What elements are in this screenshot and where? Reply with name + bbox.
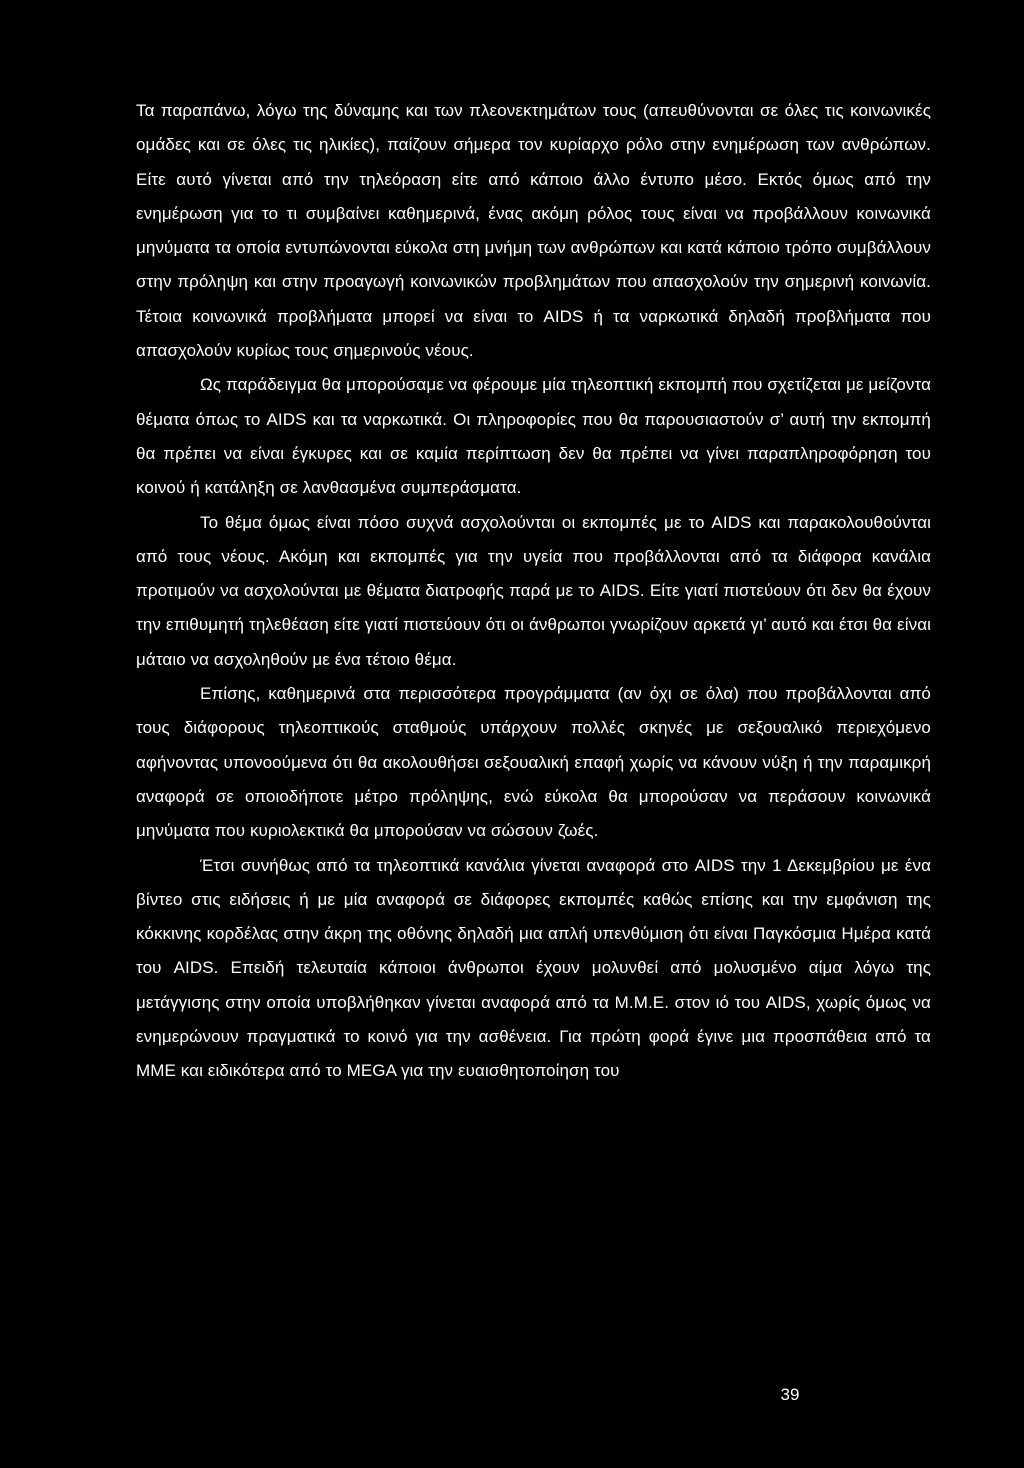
page-number: 39 — [780, 1385, 800, 1404]
paragraph-1: Τα παραπάνω, λόγω της δύναμης και των πλεονεκτημάτων τους (απευθύνονται σε όλες τις κοινωνικές ομάδες και σε όλες τις ηλικίες), παίζουν σήμερα τον κυρίαρχο ρόλο στην ενημέρωση των ανθρώπων. Είτε αυτό γίνεται από την τηλεόραση είτε από κάποιο άλλο έντυπο μέσο. Εκτός όμως από την ενημέρωση για το τι συμβαίνει καθημερινά, ένας ακόμη ρόλος τους είναι να προβάλλουν κοινωνικά μηνύματα τα οποία εντυπώνονται εύκολα στη μνήμη των ανθρώπων και κατά κάποιο τρόπο συμβάλλουν στην πρόληψη και στην προαγωγή κοινωνικών προβλημάτων που απασχολούν την σημερινή κοινωνία. Τέτοια κοινωνικά προβλήματα μπορεί να είναι το AIDS ή τα ναρκωτικά δηλαδή προβλήματα που απασχολούν κυρίως τους σημερινούς νέους. — [136, 101, 931, 361]
paragraph-4: Επίσης, καθημερινά στα περισσότερα προγράμματα (αν όχι σε όλα) που προβάλλονται από τους διάφορους τηλεοπτικούς σταθμούς υπάρχουν πολλές σκηνές με σεξουαλικό περιεχόμενο αφήνοντας υπονοούμενα ότι θα ακολουθήσει σεξουαλική επαφή χωρίς να κάνουν νύξη ή την παραμικρή αναφορά σε οποιοδήποτε μέτρο πρόληψης, ενώ εύκολα θα μπορούσαν να περάσουν κοινωνικά μηνύματα που κυριολεκτικά θα μπορούσαν να σώσουν ζωές. — [136, 684, 931, 841]
paragraph-2: Ως παράδειγμα θα μπορούσαμε να φέρουμε μία τηλεοπτική εκπομπή που σχετίζεται με μείζοντα θέματα όπως το AIDS και τα ναρκωτικά. Οι πληροφορίες που θα παρουσιαστούν σ’ αυτή την εκπομπή θα πρέπει να είναι έγκυρες και σε καμία περίπτωση δεν θα πρέπει να γίνει παραπληροφόρηση του κοινού ή κατάληξη σε λανθασμένα συμπεράσματα. — [136, 375, 931, 498]
paragraph-3: Το θέμα όμως είναι πόσο συχνά ασχολούνται οι εκπομπές με το AIDS και παρακολουθούνται από τους νέους. Ακόμη και εκπομπές για την υγεία που προβάλλονται από τα διάφορα κανάλια προτιμούν να ασχολούνται με θέματα διατροφής παρά με το AIDS. Είτε γιατί πιστεύουν ότι δεν θα έχουν την επιθυμητή τηλεθέαση είτε γιατί πιστεύουν ότι οι άνθρωποι γνωρίζουν αρκετά γι’ αυτό και έτσι θα είναι μάταιο να ασχοληθούν με ένα τέτοιο θέμα. — [136, 512, 931, 669]
body-text — [136, 94, 931, 1089]
paragraph-5: Έτσι συνήθως από τα τηλεοπτικά κανάλια γίνεται αναφορά στο AIDS την 1 Δεκεμβρίου με ένα βίντεο στις ειδήσεις ή με μία αναφορά σε διάφορες εκπομπές καθώς επίσης και την εμφάνιση της κόκκινης κορδέλας στην άκρη της οθόνης δηλαδή μια απλή υπενθύμιση ότι είναι Παγκόσμια Ημέρα κατά του AIDS. Επειδή τελευταία κάποιοι άνθρωποι έχουν μολυνθεί από μολυσμένο αίμα λόγω της μετάγγισης στην οποία υποβλήθηκαν γίνεται αναφορά από τα Μ.Μ.Ε. στον ιό του AIDS, χωρίς όμως να ενημερώνουν πραγματικά το κοινό για την ασθένεια. Για πρώτη φορά έγινε μια προσπάθεια από τα ΜΜΕ και ειδικότερα από το MEGA για την ευαισθητοποίηση του — [136, 855, 931, 1081]
